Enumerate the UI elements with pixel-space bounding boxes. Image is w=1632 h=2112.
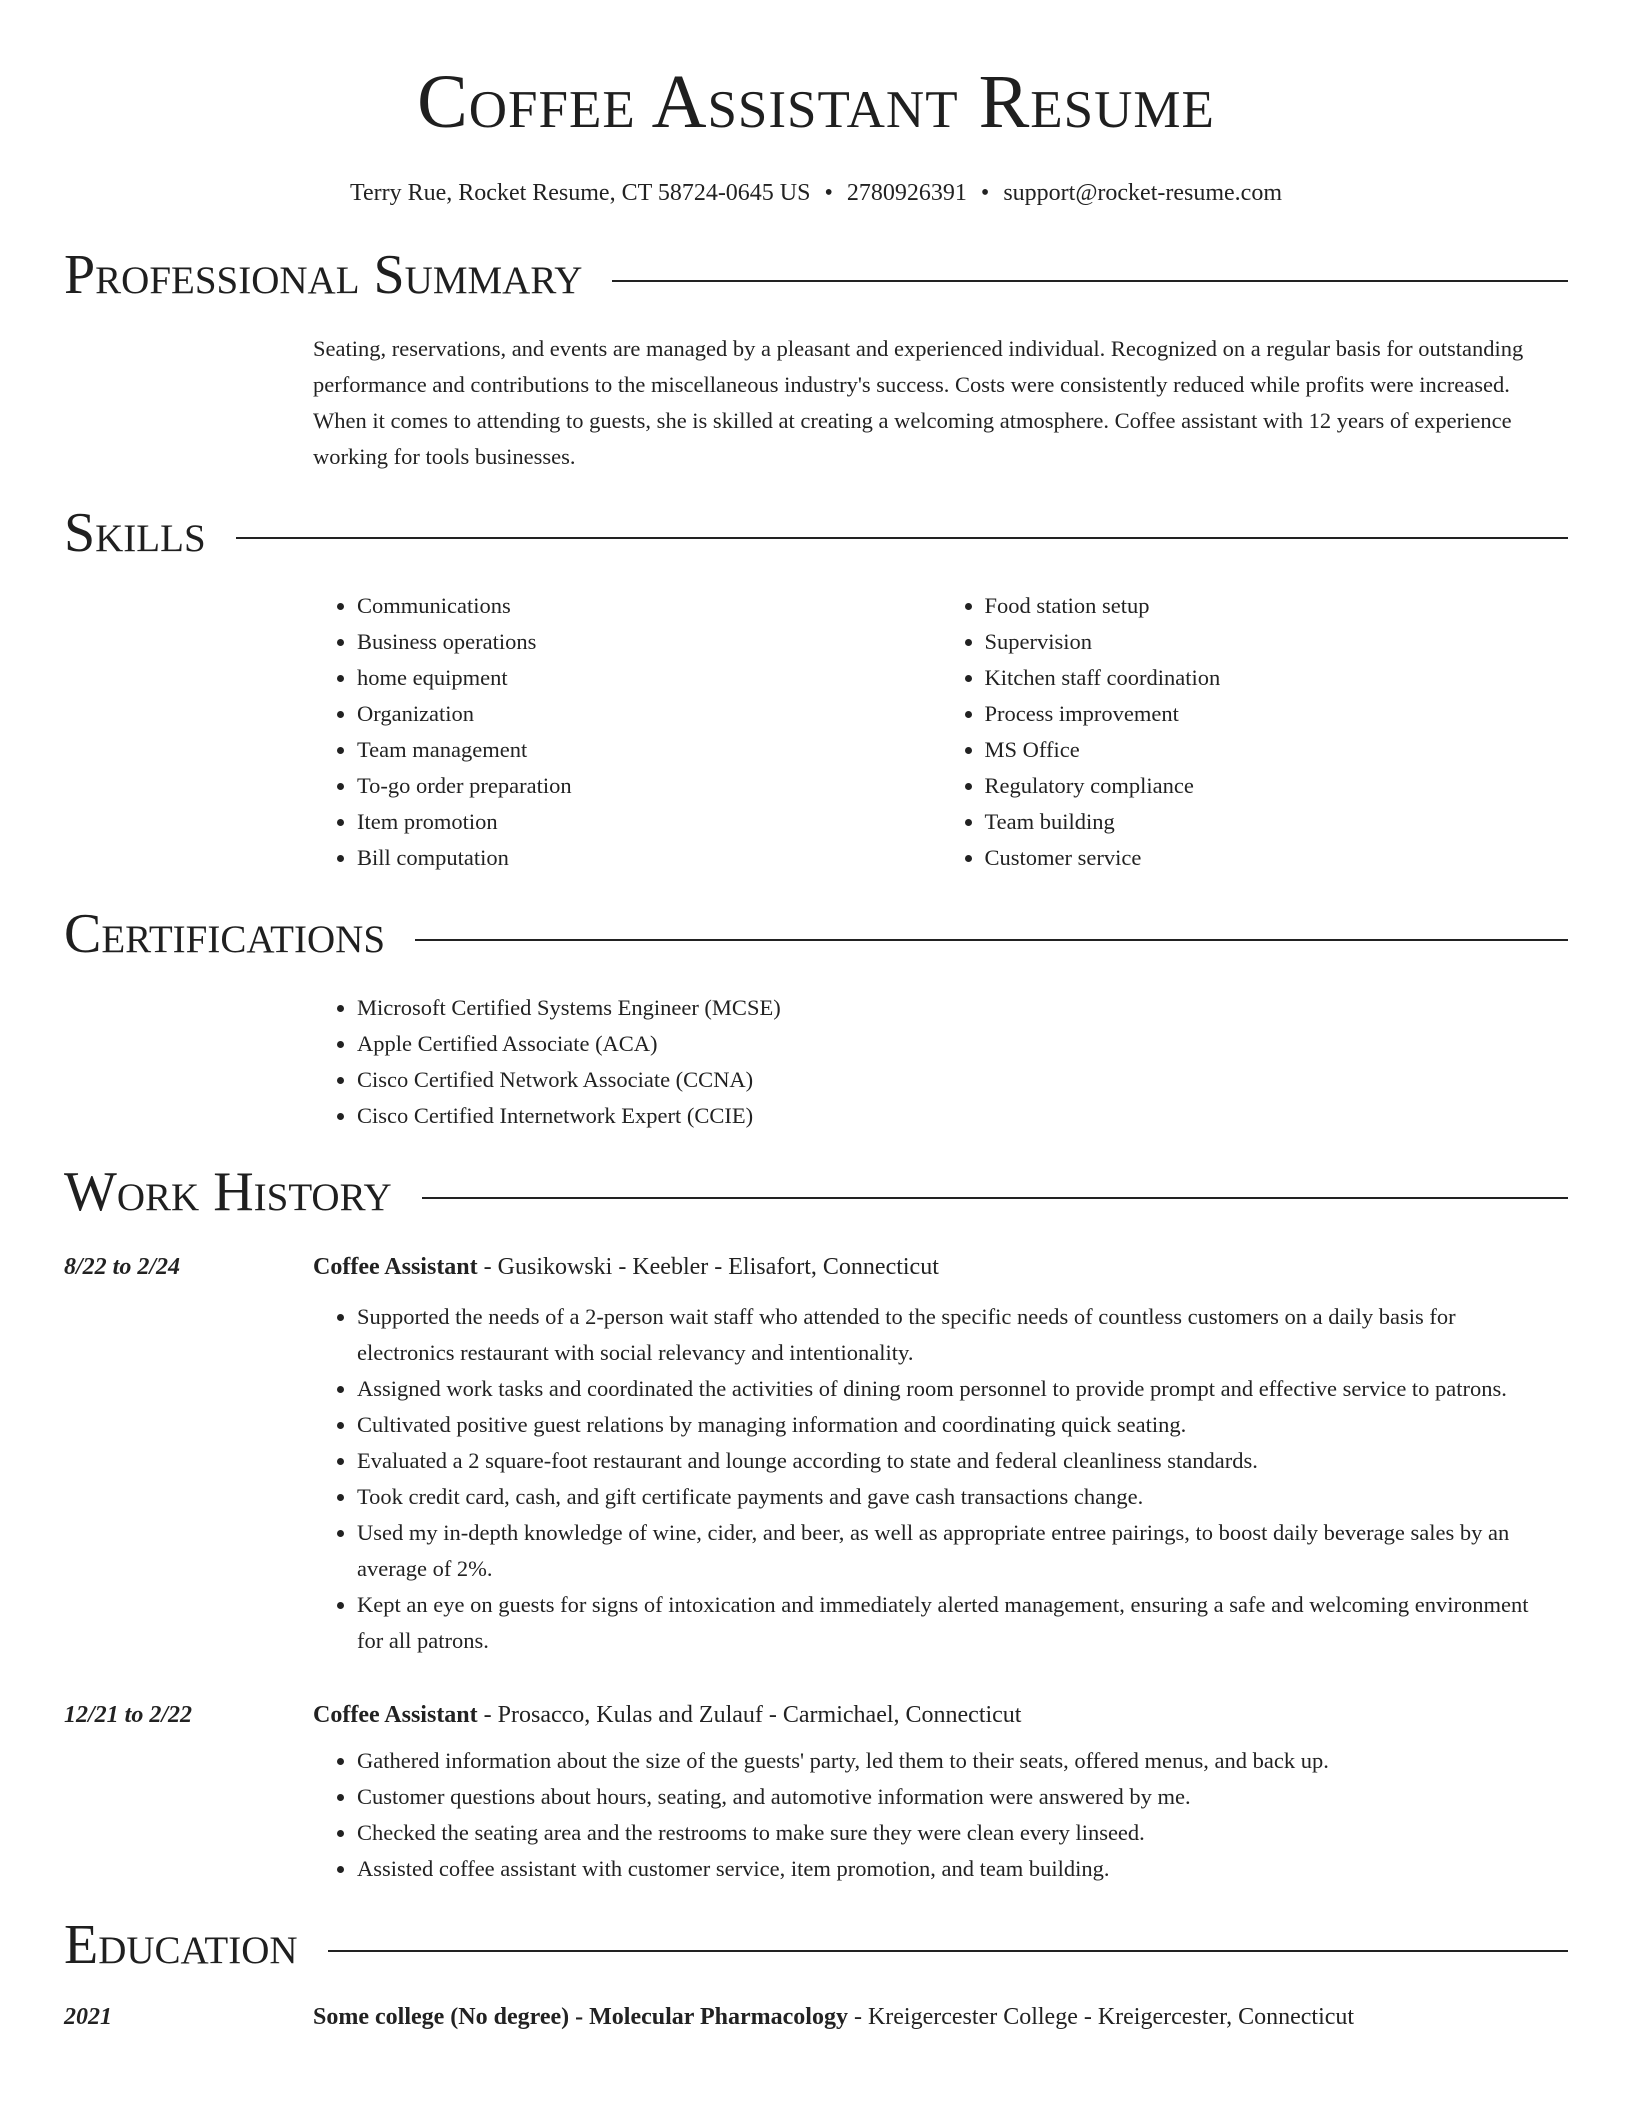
summary-heading: Professional Summary: [64, 244, 583, 306]
job-title: Coffee Assistant: [313, 1702, 478, 1729]
summary-section-header: [64, 245, 1568, 307]
skill-item: • Business operations: [357, 624, 941, 660]
skills-section-header: [64, 503, 1568, 565]
job-entry: [64, 1249, 1568, 1659]
job-bullets: [313, 1299, 1558, 1659]
section-divider: [415, 939, 1568, 941]
skills-list: [313, 588, 1568, 876]
education-heading: Education: [64, 1914, 298, 1977]
skills-column-left: [313, 588, 941, 876]
job-bullet: • Took credit card, cash, and gift certificate payments and gave cash transactions change.: [357, 1479, 1558, 1515]
work-history-section-header: [64, 1162, 1568, 1224]
bullet-separator: •: [824, 180, 833, 206]
skill-item: • MS Office: [985, 732, 1569, 768]
skill-item: • home equipment: [357, 660, 941, 696]
job-bullet: • Evaluated a 2 square-foot restaurant and lounge according to state and federal cleanliness standards.: [357, 1443, 1558, 1479]
job-bullets: [313, 1743, 1558, 1887]
job-dates: 12/21 to 2/22: [64, 1702, 193, 1729]
job-bullet: • Supported the needs of a 2-person wait staff who attended to the specific needs of countless customers on a daily basis for electronics restaurant with social relevancy and intentionality.: [357, 1299, 1558, 1371]
section-divider: [236, 537, 1568, 539]
certifications-section-header: [64, 904, 1568, 966]
certifications-heading: Certifications: [64, 903, 386, 966]
skill-item: • Team building: [985, 804, 1569, 840]
job-bullet: • Checked the seating area and the restrooms to make sure they were clean every linseed.: [357, 1815, 1558, 1851]
education-degree: Some college (No degree) - Molecular Pharmacology: [313, 2003, 848, 2030]
job-bullet: • Customer questions about hours, seating, and automotive information were answered by me.: [357, 1779, 1558, 1815]
education-section-header: [64, 1915, 1568, 1977]
job-employer: - Prosacco, Kulas and Zulauf - Carmichael, Connecticut: [477, 1702, 1022, 1729]
skill-item: • To-go order preparation: [357, 768, 941, 804]
education-entry: [64, 1999, 1568, 2035]
certification-item: • Microsoft Certified Systems Engineer (MCSE): [357, 990, 1568, 1026]
job-dates: 8/22 to 2/24: [64, 1254, 181, 1281]
resume-title: Coffee Assistant Resume: [417, 60, 1215, 144]
summary-text: Seating, reservations, and events are managed by a pleasant and experienced individual. Recognized on a regular basis for outstanding performance and contributions to the miscellaneous industry's success. Costs were consistently reduced while profits were increased. When it comes to attending to guests, she is skilled at creating a welcoming atmosphere. Coffee assistant with 12 years of experience working for tools businesses.: [313, 335, 1524, 469]
job-bullet: • Gathered information about the size of the guests' party, led them to their seats, offered menus, and back up.: [357, 1743, 1558, 1779]
bullet-separator: •: [980, 180, 990, 206]
skill-item: • Supervision: [985, 624, 1569, 660]
skill-item: • Item promotion: [357, 804, 941, 840]
contact-email: support@rocket-resume.com: [1003, 180, 1282, 206]
education-heading-line: [313, 1999, 1568, 2035]
skill-item: • Organization: [357, 696, 941, 732]
job-bullet: • Assisted coffee assistant with customer service, item promotion, and team building.: [357, 1851, 1558, 1887]
skill-item: • Customer service: [985, 840, 1569, 876]
certification-item: • Apple Certified Associate (ACA): [357, 1026, 1568, 1062]
skill-item: • Kitchen staff coordination: [985, 660, 1569, 696]
job-entry: [64, 1697, 1568, 1887]
job-bullet: • Cultivated positive guest relations by managing information and coordinating quick seating.: [357, 1407, 1558, 1443]
contact-phone: 2780926391: [846, 180, 967, 206]
skill-item: • Bill computation: [357, 840, 941, 876]
skill-item: • Regulatory compliance: [985, 768, 1569, 804]
contact-address: Terry Rue, Rocket Resume, CT 58724-0645 US: [350, 180, 811, 206]
work-history-heading: Work History: [64, 1160, 392, 1223]
section-divider: [422, 1197, 1568, 1199]
job-heading: [313, 1697, 1568, 1733]
section-divider: [612, 280, 1568, 282]
skills-column-right: [941, 588, 1569, 876]
job-heading: [313, 1249, 1568, 1285]
job-bullet: • Used my in-depth knowledge of wine, cider, and beer, as well as appropriate entree pairings, to boost daily beverage sales by an average of 2%.: [357, 1515, 1558, 1587]
job-title: Coffee Assistant: [313, 1254, 478, 1281]
certification-item: • Cisco Certified Network Associate (CCNA): [357, 1062, 1568, 1098]
education-school: - Kreigercester College - Kreigercester, Connecticut: [847, 2003, 1355, 2030]
skill-item: • Food station setup: [985, 588, 1569, 624]
job-bullet: • Assigned work tasks and coordinated the activities of dining room personnel to provide prompt and effective service to patrons.: [357, 1371, 1558, 1407]
section-divider: [328, 1950, 1568, 1952]
skills-heading: Skills: [64, 501, 206, 564]
contact-line: [64, 180, 1568, 207]
job-bullet: • Kept an eye on guests for signs of intoxication and immediately alerted management, ensuring a safe and welcoming environment for all patrons.: [357, 1587, 1558, 1659]
skill-item: • Team management: [357, 732, 941, 768]
certifications-list: [313, 990, 1568, 1134]
skill-item: • Process improvement: [985, 696, 1569, 732]
skill-item: • Communications: [357, 588, 941, 624]
education-year: 2021: [64, 2003, 112, 2030]
job-employer: - Gusikowski - Keebler - Elisafort, Connecticut: [477, 1254, 939, 1281]
certification-item: • Cisco Certified Internetwork Expert (CCIE): [357, 1098, 1568, 1134]
